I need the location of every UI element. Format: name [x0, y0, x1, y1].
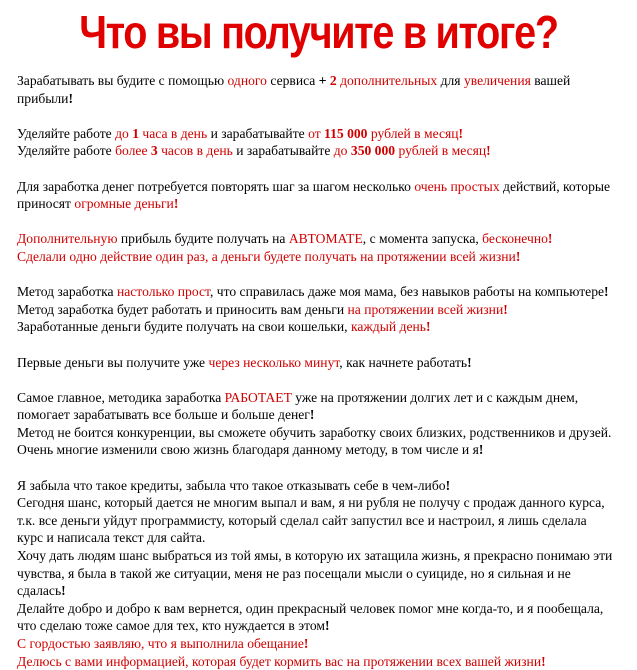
document-body	[17, 72, 629, 670]
text-line	[17, 406, 629, 424]
paragraph	[17, 354, 629, 372]
text-line	[17, 195, 629, 213]
text-segment: +	[318, 73, 327, 88]
text-segment: !	[467, 354, 472, 370]
text-line	[17, 600, 629, 618]
text-line	[17, 142, 629, 160]
highlighted-text: до	[115, 125, 133, 141]
paragraph	[17, 72, 629, 107]
text-segment: Уделяйте работе	[17, 125, 116, 141]
text-line	[17, 72, 629, 90]
text-segment: прибыль будите получать на	[117, 231, 289, 247]
highlighted-text: !	[303, 636, 309, 651]
text-segment: Уделяйте работе	[17, 143, 116, 159]
text-line	[17, 178, 629, 196]
highlighted-text: !	[541, 653, 546, 669]
highlighted-text: одного	[227, 73, 267, 88]
text-segment: вашей	[530, 73, 571, 88]
highlighted-text: через несколько минут	[208, 354, 340, 370]
text-line	[17, 494, 629, 512]
text-line	[17, 477, 629, 495]
highlighted-text: 115 000	[324, 125, 368, 141]
text-line	[17, 512, 629, 530]
paragraph	[17, 389, 629, 459]
highlighted-text: !	[425, 319, 431, 335]
text-segment: , как начнете работать	[339, 354, 468, 370]
text-segment: Метод не боится конкуренции, вы сможете обучить заработку своих близких, родственников и друзей.	[17, 424, 612, 440]
text-segment: сдалась	[17, 583, 62, 599]
text-segment: чувства, я была в такой же ситуации, меня не раз посещали мысли о суициде, но я сильная и не	[17, 565, 571, 581]
text-segment: курс и написала текст для сайта.	[17, 530, 206, 546]
paragraph	[17, 125, 629, 160]
text-segment: Хочу дать людям шанс выбраться из той ямы, в которую их затащила жизнь, я прекрасно понимаю эти	[17, 548, 613, 564]
highlighted-text: !	[503, 301, 508, 317]
highlighted-text: рублей в месяц	[367, 125, 459, 141]
text-segment: Делайте добро и добро к вам вернется, один прекрасный человек помог мне когда-то, и я пообещала,	[17, 600, 604, 616]
highlighted-text: !	[458, 125, 464, 141]
highlighted-text: дополнительных	[340, 73, 438, 88]
highlighted-text: огромные деньги	[74, 196, 174, 212]
text-line	[17, 301, 629, 319]
highlighted-text: на протяжении всей жизни	[347, 301, 504, 317]
text-segment: действий, которые	[499, 178, 611, 194]
text-segment: Очень многие изменили свою жизнь благодаря данному методу, в том числе и я	[17, 442, 479, 458]
paragraph	[17, 230, 629, 265]
paragraph	[17, 178, 629, 213]
text-segment: !	[478, 442, 484, 458]
text-line	[17, 125, 629, 143]
highlighted-text: !	[515, 248, 521, 264]
highlighted-text: от	[308, 125, 325, 141]
text-line	[17, 424, 629, 442]
text-segment: Заработанные деньги будите получать на свои кошельки,	[17, 319, 351, 335]
text-line	[17, 547, 629, 565]
text-segment: Для заработка денег потребуется повторять шаг за шагом несколько	[17, 178, 415, 194]
text-line	[17, 283, 629, 301]
highlighted-text: 3	[150, 143, 158, 159]
text-line	[17, 582, 629, 600]
text-line	[17, 318, 629, 336]
text-segment: и зарабатывайте	[207, 125, 309, 141]
highlighted-text: Сделали одно действие один раз, а деньги будете получать на протяжении всей жизни	[17, 248, 516, 264]
text-segment: !	[309, 407, 315, 423]
text-segment: !	[324, 618, 330, 634]
highlighted-text: до	[333, 143, 351, 159]
highlighted-text: 350 000	[350, 143, 396, 159]
text-segment: Самое главное, методика заработка	[17, 389, 225, 405]
text-segment: , что справилась даже моя мама, без навыков работы на компьютере	[209, 284, 605, 300]
highlighted-text: бесконечно	[482, 231, 548, 247]
highlighted-text: АВТОМАТЕ	[288, 231, 363, 247]
highlighted-text: часов в день	[157, 143, 233, 159]
text-segment: !	[68, 90, 73, 106]
text-segment: !	[61, 583, 66, 599]
highlighted-text: !	[547, 231, 553, 247]
text-segment: Зарабатывать вы будите с помощью	[17, 73, 228, 88]
text-segment: и зарабатывайте	[232, 143, 334, 159]
text-segment: помогает зарабатывать все больше и больше денег	[17, 407, 310, 423]
text-segment: , с момента запуска,	[362, 231, 483, 247]
text-segment: прибыли	[17, 90, 69, 106]
highlighted-text: настолько прост	[116, 284, 210, 300]
highlighted-text: Дополнительную	[17, 231, 118, 247]
text-line	[17, 354, 629, 372]
highlighted-text: часа в день	[139, 125, 208, 141]
text-segment: т.к. все деньги уйдут программисту, который сделал сайт запустил все и настроил, я лишь сделала	[17, 512, 587, 528]
text-segment: Я забыла что такое кредиты, забыла что такое отказывать себе в чем-либо	[17, 477, 446, 493]
text-line	[17, 389, 629, 407]
text-segment: приносят	[17, 196, 75, 212]
text-segment: что сделаю тоже самое для тех, кто нуждается в этом	[17, 618, 325, 634]
text-line	[17, 565, 629, 583]
highlighted-text: каждый день	[350, 319, 426, 335]
text-line	[17, 90, 629, 108]
text-line	[17, 653, 629, 670]
text-segment: !	[445, 477, 451, 493]
highlighted-text: !	[486, 143, 491, 159]
highlighted-text: рублей в месяц	[395, 143, 487, 159]
page-title: Что вы получите в итоге?	[79, 6, 558, 58]
highlighted-text: С гордостью заявляю, что я выполнила обещание	[17, 636, 304, 651]
text-line	[17, 441, 629, 459]
highlighted-text: 2	[329, 73, 337, 88]
text-segment: Метод заработка	[17, 284, 117, 300]
highlighted-text: РАБОТАЕТ	[224, 389, 292, 405]
text-segment: Первые деньги вы получите уже	[17, 354, 209, 370]
text-segment: !	[604, 284, 609, 300]
highlighted-text: !	[173, 196, 179, 212]
text-segment: Метод заработка будет работать и приносить вам деньги	[17, 301, 348, 317]
highlighted-text: 1	[132, 125, 140, 141]
text-line	[17, 230, 629, 248]
text-segment: сервиса	[266, 73, 319, 88]
text-line	[17, 635, 629, 653]
highlighted-text: Делюсь с вами информацией, которая будет кормить вас на протяжении всех вашей жизни	[17, 653, 542, 669]
highlighted-text: увеличения	[463, 73, 531, 88]
text-segment: Сегодня шанс, который дается не многим выпал и вам, я ни рубля не получу с продаж данного курса,	[17, 495, 605, 511]
paragraph	[17, 477, 629, 670]
text-line	[17, 248, 629, 266]
text-segment: уже на протяжении долгих лет и с каждым днем,	[291, 389, 579, 405]
paragraph	[17, 283, 629, 336]
text-line	[17, 529, 629, 547]
text-line	[17, 617, 629, 635]
highlighted-text: очень простых	[414, 178, 500, 194]
text-segment: для	[437, 73, 464, 88]
highlighted-text: более	[115, 143, 151, 159]
